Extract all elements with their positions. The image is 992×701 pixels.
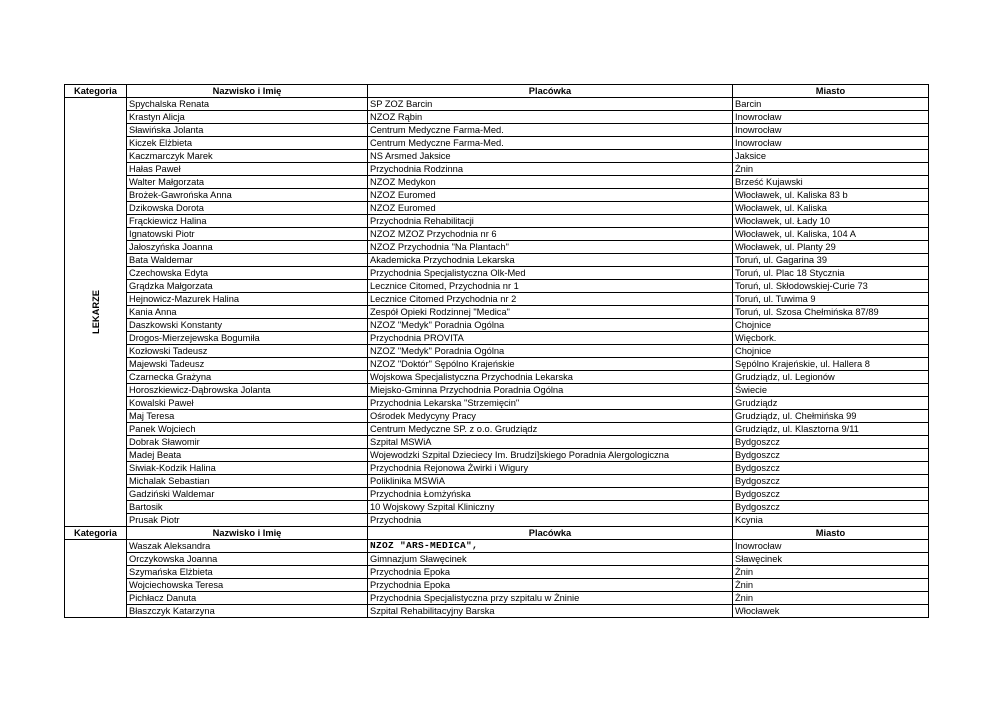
placowka-cell: Centrum Medyczne SP. z o.o. Grudziądz xyxy=(368,423,733,436)
miasto-cell: Inowrocław xyxy=(733,540,929,553)
miasto-cell: Barcin xyxy=(733,98,929,111)
table-row xyxy=(65,475,929,488)
table-row xyxy=(65,241,929,254)
placowka-cell: NZOZ "ARS-MEDICA", xyxy=(368,540,733,553)
name-cell: Dzikowska Dorota xyxy=(127,202,368,215)
miasto-cell: Chojnice xyxy=(733,319,929,332)
table-body xyxy=(65,85,929,618)
placowka-cell: Ośrodek Medycyny Pracy xyxy=(368,410,733,423)
miasto-cell: Bydgoszcz xyxy=(733,462,929,475)
table-row xyxy=(65,423,929,436)
name-cell: Waszak Aleksandra xyxy=(127,540,368,553)
name-cell: Kozłowski Tadeusz xyxy=(127,345,368,358)
miasto-cell: Toruń, ul. Tuwima 9 xyxy=(733,293,929,306)
miasto-cell: Bydgoszcz xyxy=(733,501,929,514)
header-nazwisko: Nazwisko i Imię xyxy=(127,85,368,98)
header-row xyxy=(65,527,929,540)
header-placowka: Placówka xyxy=(368,85,733,98)
name-cell: Spychalska Renata xyxy=(127,98,368,111)
miasto-cell: Włocławek, ul. Kaliska 83 b xyxy=(733,189,929,202)
name-cell: Kowalski Paweł xyxy=(127,397,368,410)
name-cell: Walter Małgorzata xyxy=(127,176,368,189)
miasto-cell: Toruń, ul. Szosa Chełmińska 87/89 xyxy=(733,306,929,319)
name-cell: Horoszkiewicz-Dąbrowska Jolanta xyxy=(127,384,368,397)
miasto-cell: Sępólno Krajeńskie, ul. Hallera 8 xyxy=(733,358,929,371)
name-cell: Prusak Piotr xyxy=(127,514,368,527)
miasto-cell: Bydgoszcz xyxy=(733,488,929,501)
placowka-cell: Gimnazjum Sławęcinek xyxy=(368,553,733,566)
table-row xyxy=(65,488,929,501)
table-row xyxy=(65,579,929,592)
table-row xyxy=(65,384,929,397)
table-row xyxy=(65,592,929,605)
miasto-cell: Chojnice xyxy=(733,345,929,358)
header-miasto: Miasto xyxy=(733,527,929,540)
table-row xyxy=(65,150,929,163)
name-cell: Wojciechowska Teresa xyxy=(127,579,368,592)
table-row xyxy=(65,319,929,332)
table-row xyxy=(65,124,929,137)
name-cell: Błaszczyk Katarzyna xyxy=(127,605,368,618)
table-row xyxy=(65,280,929,293)
table-row xyxy=(65,605,929,618)
table-row xyxy=(65,332,929,345)
name-cell: Drogos-Mierzejewska Bogumiła xyxy=(127,332,368,345)
miasto-cell: Włocławek, ul. Kaliska, 104 A xyxy=(733,228,929,241)
placowka-cell: Przychodnia PROVITA xyxy=(368,332,733,345)
miasto-cell: Toruń, ul. Gagarina 39 xyxy=(733,254,929,267)
category-cell xyxy=(65,540,127,618)
name-cell: Frąckiewicz Halina xyxy=(127,215,368,228)
miasto-cell: Brześć Kujawski xyxy=(733,176,929,189)
name-cell: Orczykowska Joanna xyxy=(127,553,368,566)
placowka-cell: NS Arsmed Jaksice xyxy=(368,150,733,163)
placowka-cell: Przychodnia Specjalistyczna Olk-Med xyxy=(368,267,733,280)
name-cell: Maj Teresa xyxy=(127,410,368,423)
miasto-cell: Włocławek, ul. Kaliska xyxy=(733,202,929,215)
placowka-cell: NZOZ Euromed xyxy=(368,202,733,215)
placowka-cell: SP ZOZ Barcin xyxy=(368,98,733,111)
miasto-cell: Inowrocław xyxy=(733,111,929,124)
name-cell: Kiczek Elżbieta xyxy=(127,137,368,150)
placowka-cell: Poliklinika MSWiA xyxy=(368,475,733,488)
table-row xyxy=(65,111,929,124)
placowka-cell: Lecznice Citomed Przychodnia nr 2 xyxy=(368,293,733,306)
header-kategoria: Kategoria xyxy=(65,85,127,98)
name-cell: Czechowska Edyta xyxy=(127,267,368,280)
name-cell: Pichłacz Danuta xyxy=(127,592,368,605)
placowka-cell: Centrum Medyczne Farma-Med. xyxy=(368,124,733,137)
miasto-cell: Kcynia xyxy=(733,514,929,527)
table-row xyxy=(65,202,929,215)
name-cell: Siwiak-Kodzik Halina xyxy=(127,462,368,475)
miasto-cell: Sławęcinek xyxy=(733,553,929,566)
name-cell: Hejnowicz-Mazurek Halina xyxy=(127,293,368,306)
table-row xyxy=(65,358,929,371)
name-cell: Ignatowski Piotr xyxy=(127,228,368,241)
table-row xyxy=(65,462,929,475)
name-cell: Bata Waldemar xyxy=(127,254,368,267)
header-miasto: Miasto xyxy=(733,85,929,98)
table-row xyxy=(65,137,929,150)
table-row xyxy=(65,163,929,176)
placowka-cell: NZOZ Przychodnia "Na Plantach" xyxy=(368,241,733,254)
miasto-cell: Toruń, ul. Plac 18 Stycznia xyxy=(733,267,929,280)
miasto-cell: Inowrocław xyxy=(733,124,929,137)
name-cell: Dobrak Sławomir xyxy=(127,436,368,449)
placowka-cell: NZOZ "Medyk" Poradnia Ogólna xyxy=(368,319,733,332)
table-row xyxy=(65,397,929,410)
table-row xyxy=(65,566,929,579)
placowka-cell: Przychodnia Epoka xyxy=(368,579,733,592)
placowka-cell: Szpital Rehabilitacyjny Barska xyxy=(368,605,733,618)
miasto-cell: Żnin xyxy=(733,579,929,592)
miasto-cell: Bydgoszcz xyxy=(733,449,929,462)
table-row xyxy=(65,306,929,319)
table-row xyxy=(65,540,929,553)
placowka-cell: Szpital MSWiA xyxy=(368,436,733,449)
table-row xyxy=(65,215,929,228)
name-cell: Panek Wojciech xyxy=(127,423,368,436)
miasto-cell: Grudziądz xyxy=(733,397,929,410)
miasto-cell: Świecie xyxy=(733,384,929,397)
miasto-cell: Żnin xyxy=(733,163,929,176)
table-row xyxy=(65,449,929,462)
placowka-cell: Wojskowa Specjalistyczna Przychodnia Lekarska xyxy=(368,371,733,384)
placowka-cell: Miejsko-Gminna Przychodnia Poradnia Ogólna xyxy=(368,384,733,397)
name-cell: Jałoszyńska Joanna xyxy=(127,241,368,254)
data-table xyxy=(64,84,929,618)
header-placowka: Placówka xyxy=(368,527,733,540)
category-label: LEKARZE xyxy=(90,290,101,334)
header-row xyxy=(65,85,929,98)
table-row xyxy=(65,410,929,423)
placowka-cell: Przychodnia Rodzinna xyxy=(368,163,733,176)
table-row xyxy=(65,553,929,566)
placowka-cell: Centrum Medyczne Farma-Med. xyxy=(368,137,733,150)
miasto-cell: Bydgoszcz xyxy=(733,475,929,488)
name-cell: Czarnecka Grażyna xyxy=(127,371,368,384)
miasto-cell: Żnin xyxy=(733,592,929,605)
placowka-cell: Przychodnia Rehabilitacji xyxy=(368,215,733,228)
name-cell: Szymańska Elżbieta xyxy=(127,566,368,579)
name-cell: Madej Beata xyxy=(127,449,368,462)
header-kategoria: Kategoria xyxy=(65,527,127,540)
placowka-cell: Lecznice Citomed, Przychodnia nr 1 xyxy=(368,280,733,293)
name-cell: Hałas Paweł xyxy=(127,163,368,176)
name-cell: Brożek-Gawrońska Anna xyxy=(127,189,368,202)
placowka-cell: NZOZ "Doktór" Sępólno Krajeńskie xyxy=(368,358,733,371)
name-cell: Krastyn Alicja xyxy=(127,111,368,124)
miasto-cell: Włocławek xyxy=(733,605,929,618)
miasto-cell: Grudziądz, ul. Klasztorna 9/11 xyxy=(733,423,929,436)
table-row xyxy=(65,254,929,267)
miasto-cell: Więcbork. xyxy=(733,332,929,345)
placowka-cell: NZOZ MZOZ Przychodnia nr 6 xyxy=(368,228,733,241)
name-cell: Majewski Tadeusz xyxy=(127,358,368,371)
placowka-cell: Przychodnia Lekarska "Strzemięcin" xyxy=(368,397,733,410)
placowka-cell: Wojewodzki Szpital Dzieciecy Im. Brudzi]skiego Poradnia Alergologiczna xyxy=(368,449,733,462)
placowka-cell: NZOZ Medykon xyxy=(368,176,733,189)
header-nazwisko: Nazwisko i Imię xyxy=(127,527,368,540)
name-cell: Michalak Sebastian xyxy=(127,475,368,488)
placowka-cell: NZOZ Rąbin xyxy=(368,111,733,124)
name-cell: Kania Anna xyxy=(127,306,368,319)
name-cell: Daszkowski Konstanty xyxy=(127,319,368,332)
table-row xyxy=(65,293,929,306)
table-row xyxy=(65,371,929,384)
table-row xyxy=(65,267,929,280)
table-row xyxy=(65,189,929,202)
placowka-cell: NZOZ "Medyk" Poradnia Ogólna xyxy=(368,345,733,358)
category-cell xyxy=(65,98,127,527)
name-cell: Bartosik xyxy=(127,501,368,514)
miasto-cell: Włocławek, ul. Łady 10 xyxy=(733,215,929,228)
miasto-cell: Inowrocław xyxy=(733,137,929,150)
miasto-cell: Grudziądz, ul. Legionów xyxy=(733,371,929,384)
miasto-cell: Włocławek, ul. Planty 29 xyxy=(733,241,929,254)
miasto-cell: Toruń, ul. Skłodowskiej-Curie 73 xyxy=(733,280,929,293)
table-row xyxy=(65,345,929,358)
name-cell: Kaczmarczyk Marek xyxy=(127,150,368,163)
placowka-cell: Przychodnia xyxy=(368,514,733,527)
placowka-cell: Zespół Opieki Rodzinnej "Medica" xyxy=(368,306,733,319)
placowka-cell: NZOZ Euromed xyxy=(368,189,733,202)
placowka-cell: Przychodnia Specjalistyczna przy szpitalu w Żninie xyxy=(368,592,733,605)
table-row xyxy=(65,436,929,449)
miasto-cell: Grudziądz, ul. Chełmińska 99 xyxy=(733,410,929,423)
name-cell: Sławińska Jolanta xyxy=(127,124,368,137)
placowka-cell: Przychodnia Łomżyńska xyxy=(368,488,733,501)
placowka-cell: Przychodnia Rejonowa Żwirki i Wigury xyxy=(368,462,733,475)
table-row xyxy=(65,514,929,527)
table-row xyxy=(65,228,929,241)
miasto-cell: Bydgoszcz xyxy=(733,436,929,449)
table-row xyxy=(65,176,929,189)
name-cell: Gadziński Waldemar xyxy=(127,488,368,501)
miasto-cell: Jaksice xyxy=(733,150,929,163)
table-row xyxy=(65,98,929,111)
table-row xyxy=(65,501,929,514)
miasto-cell: Żnin xyxy=(733,566,929,579)
placowka-cell: Akademicka Przychodnia Lekarska xyxy=(368,254,733,267)
placowka-cell: Przychodnia Epoka xyxy=(368,566,733,579)
name-cell: Grądzka Małgorzata xyxy=(127,280,368,293)
placowka-cell: 10 Wojskowy Szpital Kliniczny xyxy=(368,501,733,514)
